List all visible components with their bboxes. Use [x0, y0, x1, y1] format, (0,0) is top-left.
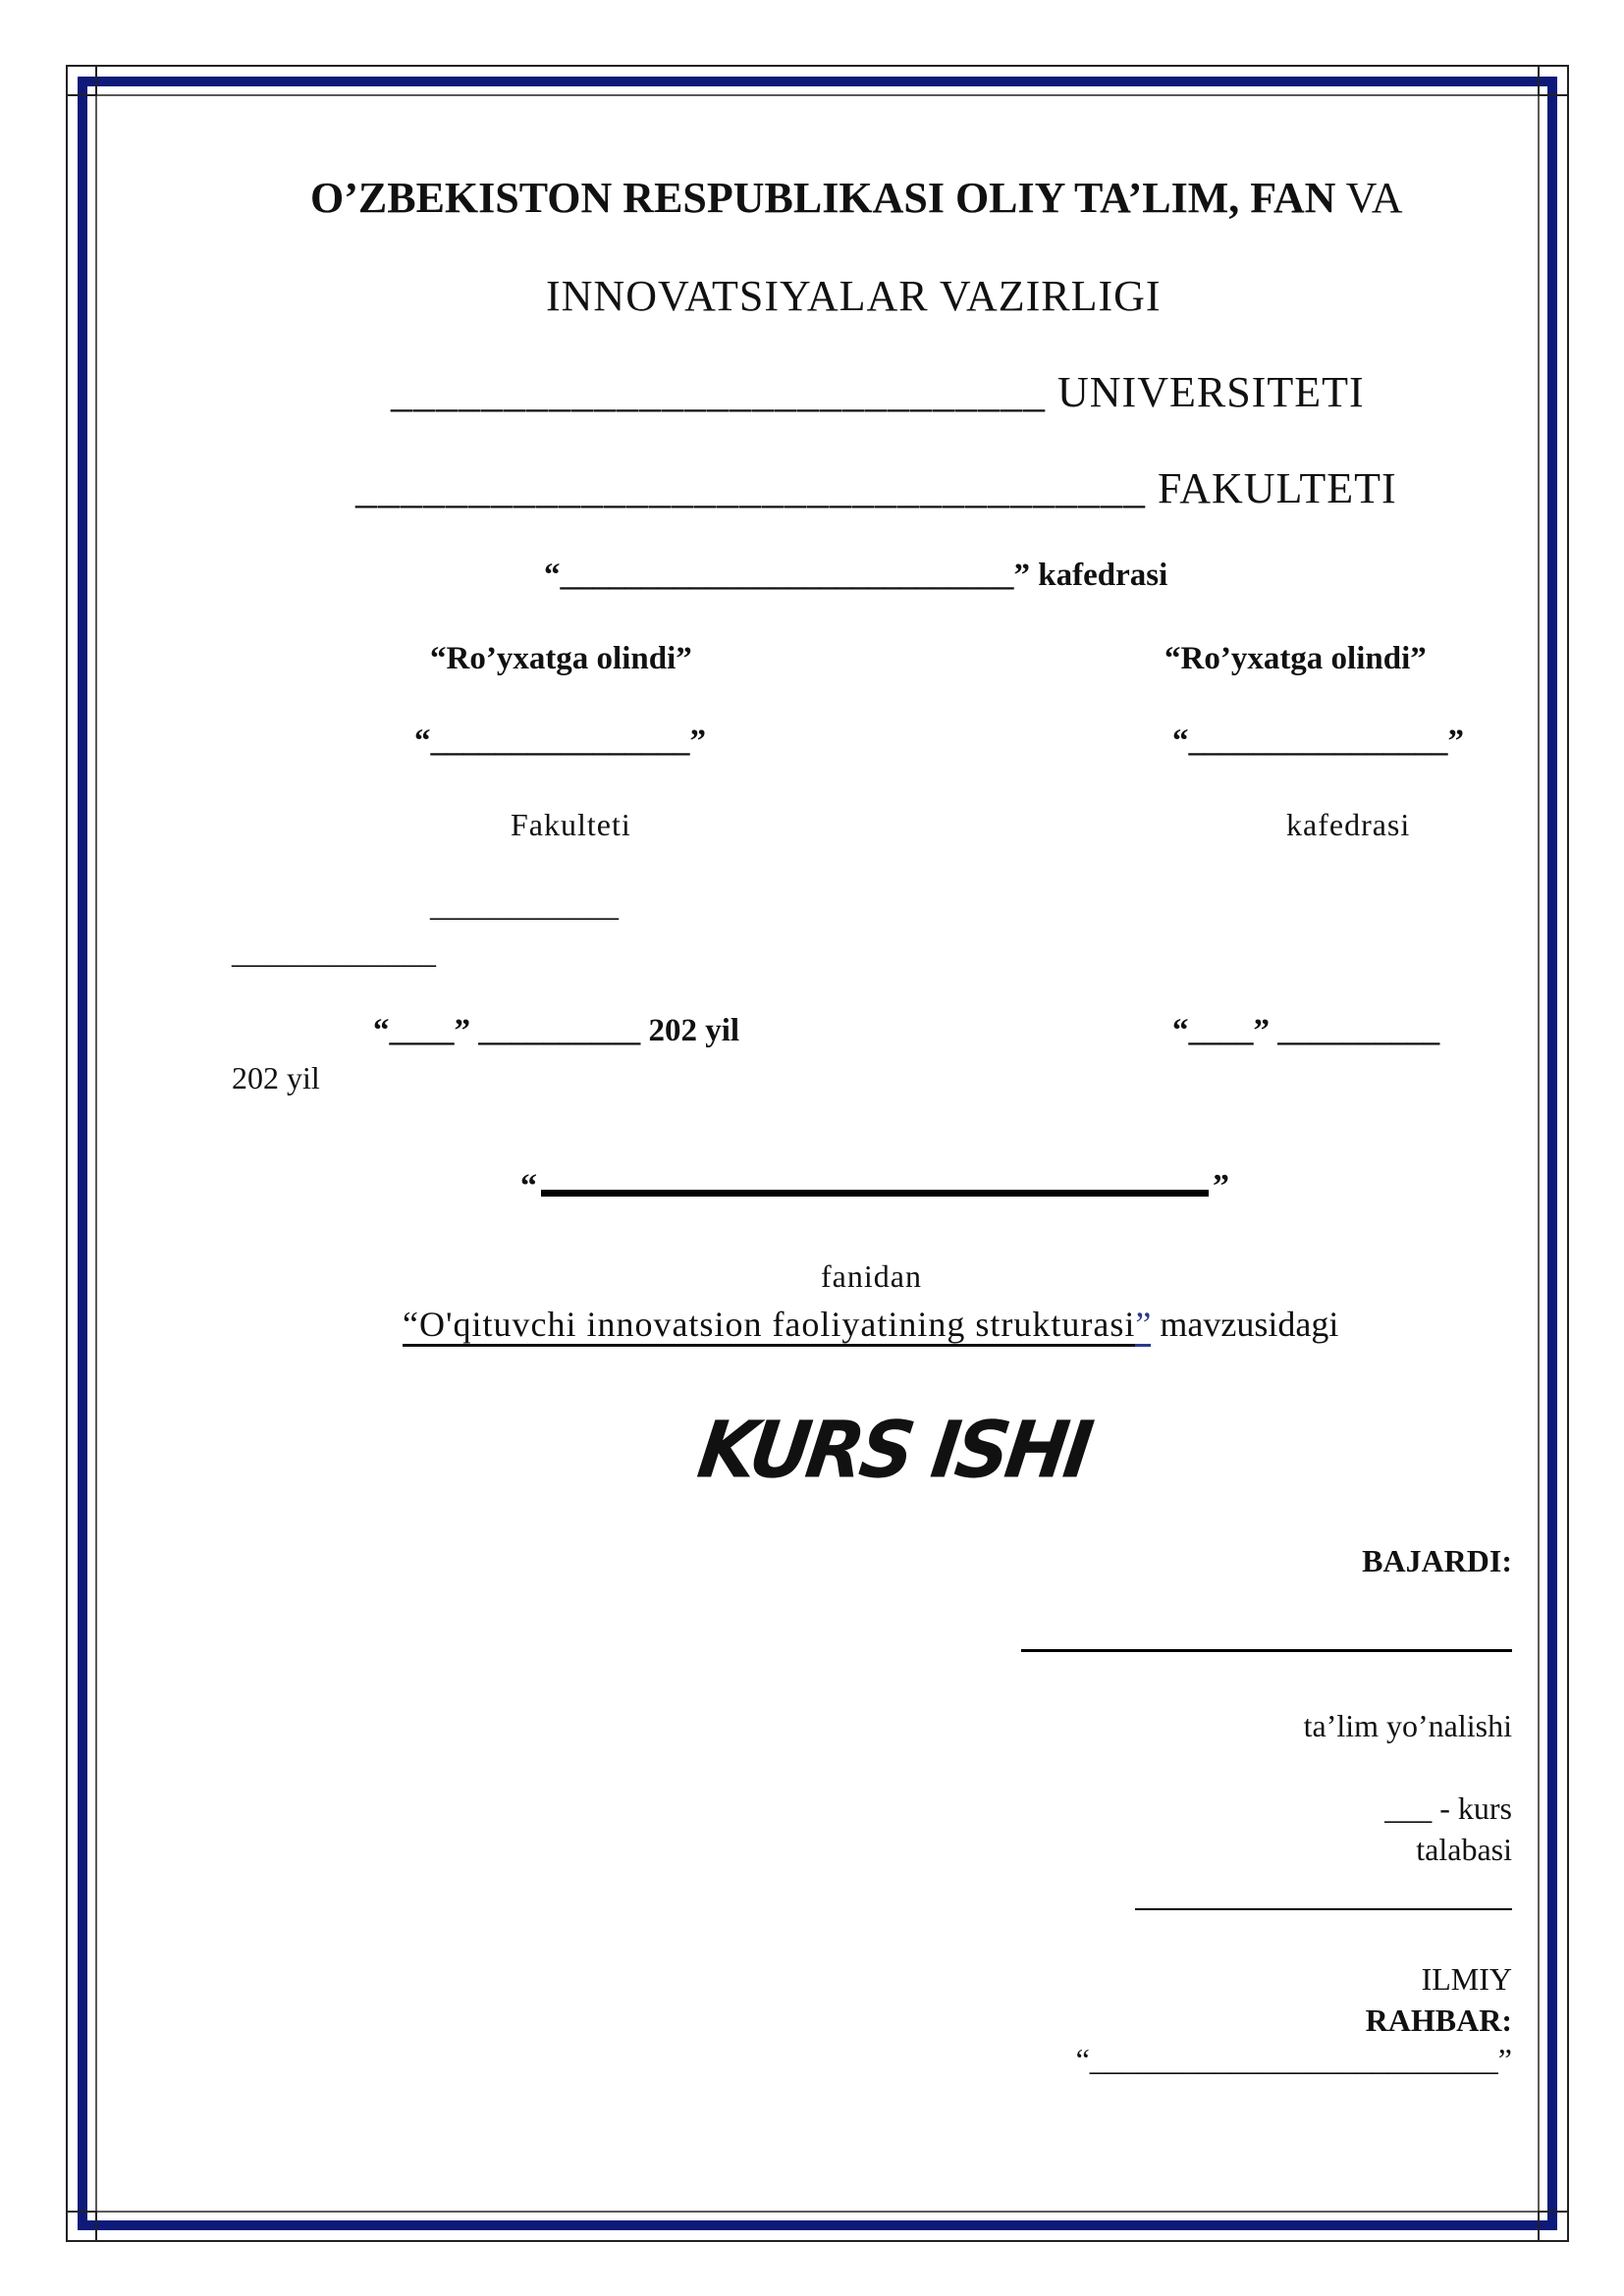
- faculty-field: ___________________________________ FAKULTETI: [355, 464, 1397, 512]
- student-name-line: [1021, 1649, 1512, 1652]
- student-signature-line: [1135, 1908, 1512, 1910]
- ministry-title-line-1: [310, 173, 1403, 223]
- ministry-title-bold: O’ZBEKISTON RESPUBLIKASI OLIY TA’LIM, FAN: [310, 174, 1336, 222]
- document-type-title: KURS ISHI: [692, 1403, 1095, 1496]
- subject-close-quote: ”: [1213, 1168, 1229, 1204]
- topic-line: [403, 1304, 1338, 1345]
- topic-close-quote: ”: [1135, 1305, 1151, 1347]
- university-field: _____________________________ UNIVERSITETI: [391, 368, 1365, 416]
- topic-title: “O'qituvchi innovatsion faoliyatining strukturasi: [403, 1305, 1135, 1347]
- ilmiy-label: ILMIY: [1421, 1961, 1512, 1997]
- bajardi-label: BAJARDI:: [1362, 1543, 1512, 1578]
- subject-open-quote: “: [520, 1168, 537, 1204]
- subject-blank-line: [541, 1158, 1209, 1197]
- subject-field: [520, 1158, 1229, 1205]
- registration-date-right: “____” __________: [1172, 1013, 1440, 1048]
- registration-date-left: “____” __________ 202 yil: [373, 1013, 740, 1048]
- department-label: kafedrasi: [1286, 807, 1411, 842]
- talabasi-label: talabasi: [1416, 1832, 1512, 1867]
- blank-line-wrap: _____________: [232, 934, 436, 970]
- topic-tail: mavzusidagi: [1151, 1305, 1339, 1344]
- ministry-title-line-2: INNOVATSIYALAR VAZIRLIGI: [546, 272, 1162, 320]
- fanidan-label: fanidan: [821, 1258, 922, 1294]
- registration-year-right: 202 yil: [232, 1060, 320, 1095]
- faculty-label: Fakulteti: [511, 807, 631, 842]
- registration-number-left: “________________”: [414, 723, 706, 759]
- ministry-title-tail: VA: [1335, 174, 1403, 222]
- blank-line-left: ____________: [430, 887, 619, 923]
- registration-title-left: “Ro’yxatga olindi”: [430, 641, 692, 676]
- department-field: “____________________________” kafedrasi: [544, 558, 1168, 593]
- talim-label: ta’lim yo’nalishi: [1303, 1708, 1512, 1743]
- rahbar-label: RAHBAR:: [1365, 2002, 1512, 2038]
- course-label: ___ - kurs: [1384, 1790, 1512, 1826]
- registration-title-right: “Ro’yxatga olindi”: [1164, 641, 1427, 676]
- registration-number-right: “________________”: [1172, 723, 1464, 759]
- supervisor-name-field: “__________________________”: [1075, 2042, 1512, 2077]
